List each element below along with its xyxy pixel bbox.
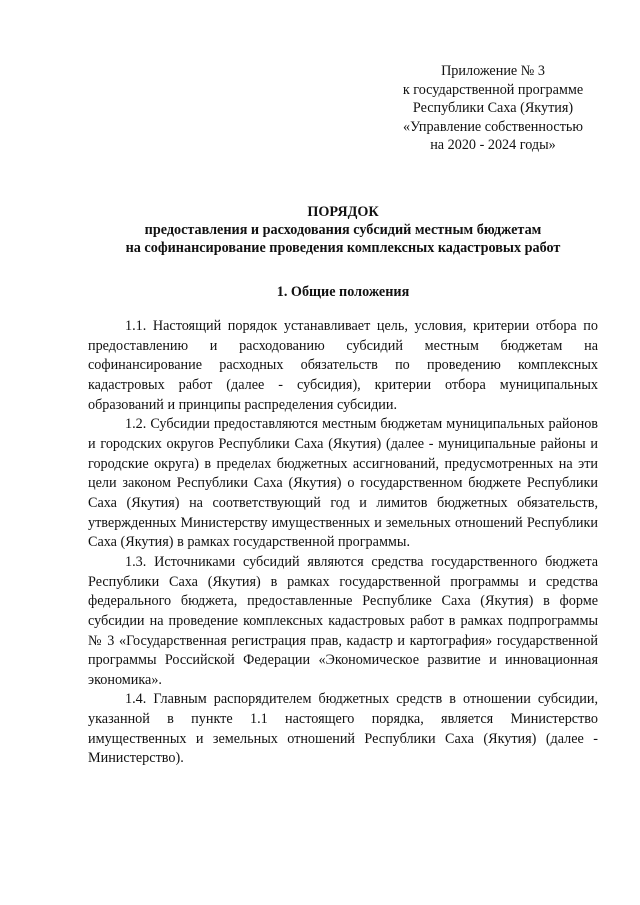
paragraph-1-1: 1.1. Настоящий порядок устанавливает цель, условия, критерии отбора по предоставлению и расходованию субсидий местным бюджетам на софинансирование расходных обязательств по проведению комплексных кадастровых работ (далее - субсидия), критерии отбора муниципальных образований и принципы распределения субсидии. [88,318,598,413]
appendix-number: Приложение № 3 [441,63,545,79]
document-title [88,203,598,258]
section-1-body [88,317,598,769]
appendix-program-name: «Управление собственностью [402,118,583,135]
title-subheading-1: предоставления и расходования субсидий местным бюджетам [144,222,542,239]
appendix-program-ref: к государственной программе [402,81,584,98]
appendix-block [380,62,606,155]
section-1-heading: 1. Общие положения [276,284,410,300]
paragraph-1-4: 1.4. Главным распорядителем бюджетных средств в отношении субсидии, указанной в пункте 1.1 настоящего порядка, является Министерство имущественных и земельных отношений Республики Саха (Якутия) (далее - Министерство). [88,691,598,767]
appendix-republic: Республики Саха (Якутия) [412,100,574,117]
title-heading: ПОРЯДОК [307,204,379,220]
paragraph-1-3: 1.3. Источниками субсидий являются средства государственного бюджета Республики Саха (Якутия) в рамках государственной программы и средства федерального бюджета, предоставленные Республике Саха (Якутия) в форме субсидии на проведение комплексных кадастровых работ в рамках подпрограммы № 3 «Государственная регистрация прав, кадастр и картография» государственной программы Российской Федерации «Экономическое развитие и инновационная экономика». [88,553,598,688]
appendix-years: на 2020 - 2024 годы» [430,137,556,154]
paragraph-1-2: 1.2. Субсидии предоставляются местным бюджетам муниципальных районов и городских округов Республики Саха (Якутия) (далее - муниципальные районы и городские округа) в пределах бюджетных ассигнований, предусмотренных на эти цели законом Республики Саха (Якутия) о государственном бюджете Республики Саха (Якутия) на соответствующий год и лимитов бюджетных обязательств, утвержденных Министерству имущественных и земельных отношений Республики Саха (Якутия) в рамках государственной программы. [88,416,598,551]
title-subheading-2: на софинансирование проведения комплексных кадастровых работ [125,240,561,257]
